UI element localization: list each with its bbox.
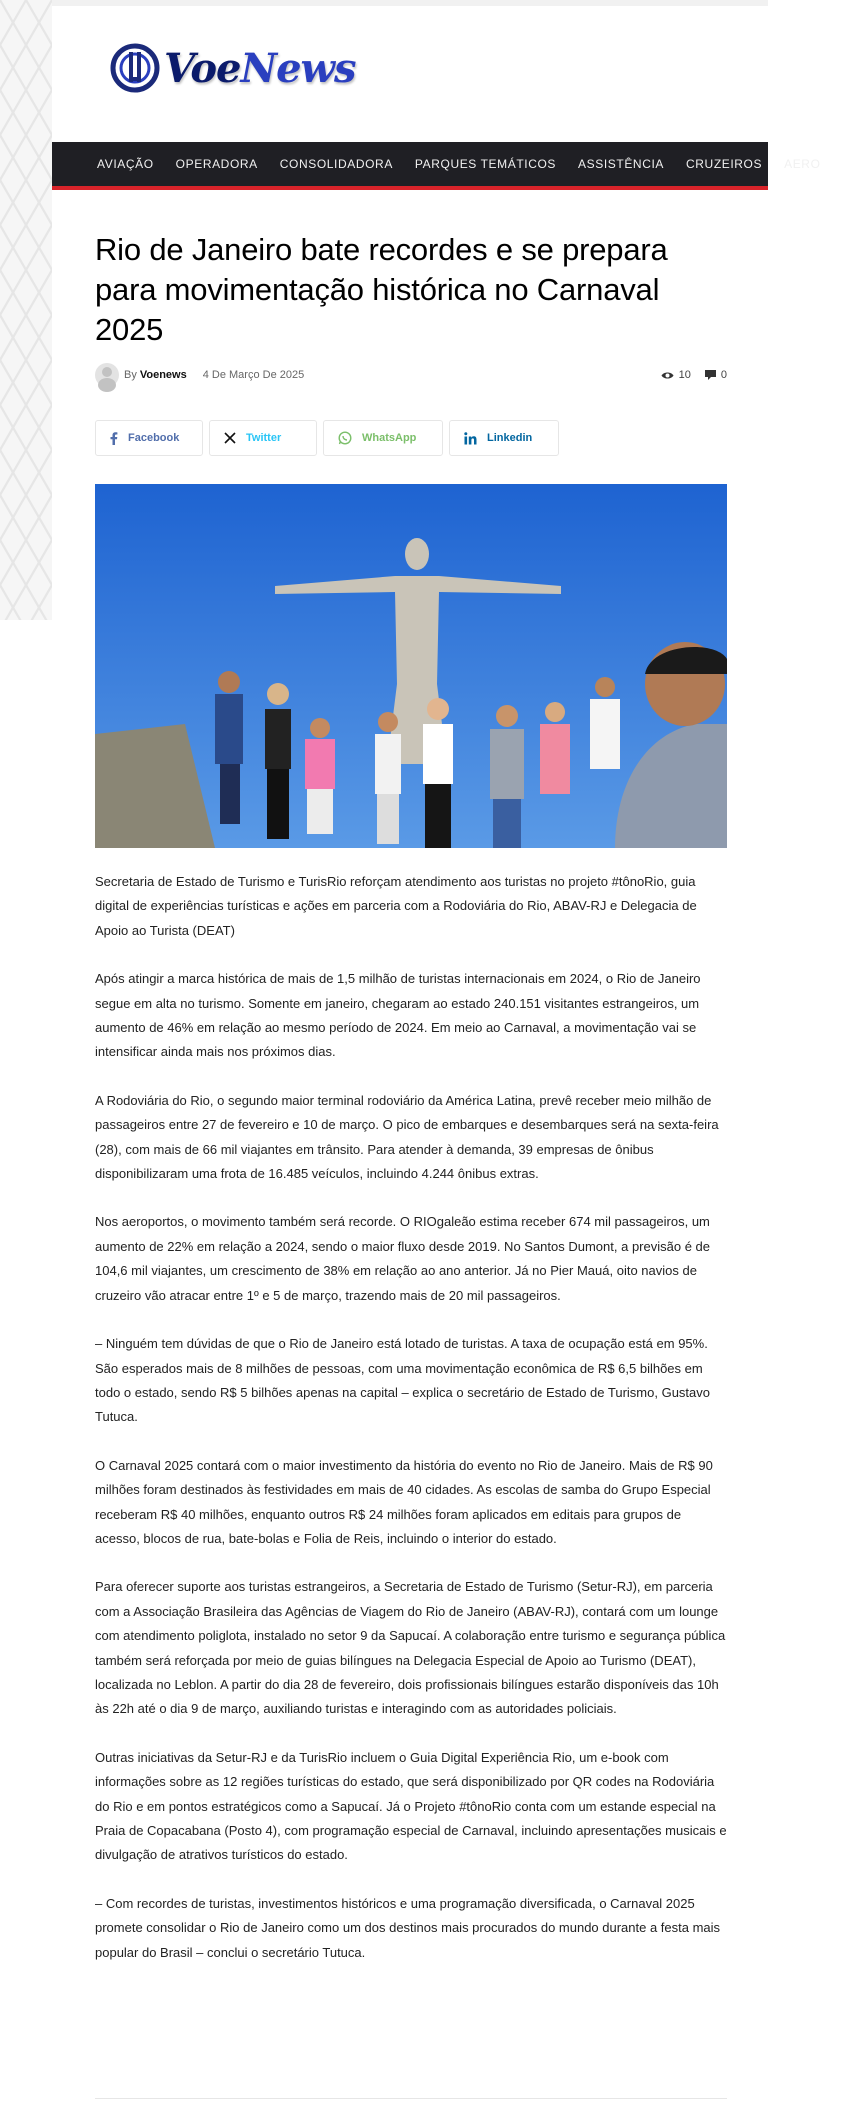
share-facebook-button[interactable] xyxy=(95,420,203,456)
paragraph: Outras iniciativas da Setur-RJ e da TurisRio incluem o Guia Digital Experiência Rio, um e-book com informações sobre as 12 regiões turísticas do estado, que será disponibilizado por QR codes na Rodoviária do Rio e em pontos estratégicos como a Sapucaí. Já o Projeto #tônoRio conta com um estande especial na Praia de Copacabana (Posto 4), com programação especial de Carnaval, incluindo apresentações musicais e divulgação de atrativos turísticos do estado. xyxy=(95,1749,727,1863)
linkedin-label: Linkedin xyxy=(487,432,533,444)
x-twitter-icon xyxy=(224,432,236,444)
linkedin-icon xyxy=(464,432,477,445)
paragraph: O Carnaval 2025 contará com o maior investimento da história do evento no Rio de Janeiro. Mais de R$ 90 milhões foram destinados às festividades em mais de 40 cidades. As escolas de samba do Grupo Especial receberam R$ 40 milhões, enquanto outros R$ 24 milhões foram aplicados em editais para grupos de acesso, blocos de rua, bate-bolas e Folia de Reis, incluindo o interior do estado. xyxy=(95,1457,713,1546)
eye-icon xyxy=(661,371,674,380)
nav-item-operadora[interactable]: OPERADORA xyxy=(175,157,258,171)
share-whatsapp-button[interactable] xyxy=(323,420,443,456)
paragraph: Após atingir a marca histórica de mais de 1,5 milhão de turistas internacionais em 2024, o Rio de Janeiro segue em alta no turismo. Somente em janeiro, chegaram ao estado 240.151 visitantes estrangeiros, um aumento de 46% em relação ao mesmo período de 2024. Em meio ao Carnaval, a movimentação vai se intensificar ainda mais nos próximos dias. xyxy=(95,971,701,1060)
author-link[interactable]: Voenews xyxy=(139,369,187,381)
author-avatar[interactable] xyxy=(95,363,119,387)
by-label: By xyxy=(124,369,137,381)
hero-image xyxy=(95,484,727,848)
logo-part-voe: Voe xyxy=(164,44,241,92)
paragraph: A Rodoviária do Rio, o segundo maior terminal rodoviário da América Latina, prevê receber meio milhão de passageiros entre 27 de fevereiro e 10 de março. O pico de embarques e desembarques será na sexta-feira (28), com mais de 66 mil viajantes em trânsito. Para atender à demanda, 39 empresas de ônibus disponibilizaram uma frota de 16.485 veículos, incluindo 4.244 ônibus extras. xyxy=(95,1092,719,1182)
main-navigation xyxy=(52,142,821,190)
publish-date: 4 De Março De 2025 xyxy=(202,369,305,381)
bottom-divider xyxy=(95,2098,727,2099)
nav-item-cruzeiros[interactable]: CRUZEIROS xyxy=(686,157,763,171)
share-linkedin-button[interactable] xyxy=(449,420,559,456)
facebook-label: Facebook xyxy=(128,432,180,444)
site-logo[interactable] xyxy=(110,38,355,98)
views-count: 10 xyxy=(678,369,691,381)
nav-item-consolidadora[interactable]: CONSOLIDADORA xyxy=(279,157,393,171)
share-twitter-button[interactable] xyxy=(209,420,317,456)
share-bar xyxy=(95,420,727,456)
comments-count: 0 xyxy=(720,369,727,381)
paragraph: Nos aeroportos, o movimento também será recorde. O RIOgaleão estima receber 674 mil passageiros, um aumento de 22% em relação a 2024, sendo o maior fluxo desde 2019. No Santos Dumont, a previsão é de 104,6 mil viajantes, um crescimento de 38% em relação ao ano anterior. Já no Pier Mauá, oito navios de cruzeiro vão atracar entre 1º e 5 de março, trazendo mais de 20 mil passageiros. xyxy=(95,1214,710,1303)
nav-item-assistencia[interactable]: ASSISTÊNCIA xyxy=(578,157,665,171)
comments-counter[interactable] xyxy=(705,369,727,381)
article-title: Rio de Janeiro bate recordes e se prepara para movimentação histórica no Carnaval 2025 xyxy=(95,232,668,347)
paragraph: – Com recordes de turistas, investimentos históricos e uma programação diversificada, o Carnaval 2025 promete consolidar o Rio de Janeiro como um dos destinos mais procurados do mundo durante a festa mais popular do Brasil – conclui o secretário Tutuca. xyxy=(95,1895,721,1960)
views-counter xyxy=(661,369,691,381)
paragraph: – Ninguém tem dúvidas de que o Rio de Janeiro está lotado de turistas. A taxa de ocupação está em 95%. São esperados mais de 8 milhões de pessoas, com uma movimentação econômica de R$ 6,5 bilhões em todo o estado, sendo R$ 5 bilhões apenas na capital – explica o secretário de Estado de Turismo, Gustavo Tutuca. xyxy=(95,1336,710,1425)
whatsapp-icon xyxy=(338,431,352,445)
nav-item-aero[interactable]: AERO xyxy=(784,157,821,171)
nav-item-parques-tematicos[interactable]: PARQUES TEMÁTICOS xyxy=(414,157,557,171)
whatsapp-label: WhatsApp xyxy=(362,432,417,444)
comment-icon xyxy=(705,370,716,380)
article-meta xyxy=(95,361,727,389)
paragraph: Secretaria de Estado de Turismo e TurisRio reforçam atendimento aos turistas no projeto #tônoRio, guia digital de experiências turísticas e ações em parceria com a Rodoviária do Rio, ABAV-RJ e Delegacia de Apoio ao Turista (DEAT) xyxy=(95,874,697,938)
facebook-icon xyxy=(110,432,118,445)
nav-item-aviacao[interactable]: AVIAÇÃO xyxy=(97,157,154,171)
logo-part-news: News xyxy=(240,44,356,92)
article-body xyxy=(95,870,727,1989)
logo-text xyxy=(164,45,355,92)
logo-mark-icon xyxy=(110,43,160,93)
top-strip xyxy=(0,0,768,6)
paragraph: Para oferecer suporte aos turistas estrangeiros, a Secretaria de Estado de Turismo (Setur-RJ), em parceria com a Associação Brasileira das Agências de Viagem do Rio de Janeiro (ABAV-RJ), contará com um lounge com atendimento poliglota, instalado no setor 9 da Sapucaí. A colaboração entre turismo e segurança pública também será reforçada por meio de guias bilíngues na Delegacia Especial de Apoio ao Turismo (DEAT), localizada no Leblon. A partir do dia 28 de fevereiro, dois profissionais bilíngues estarão disponíveis das 10h às 22h até o dia 9 de março, auxiliando turistas e interagindo com as autoridades policiais. xyxy=(95,1579,726,1717)
twitter-label: Twitter xyxy=(246,432,282,444)
background-pattern xyxy=(0,0,52,620)
